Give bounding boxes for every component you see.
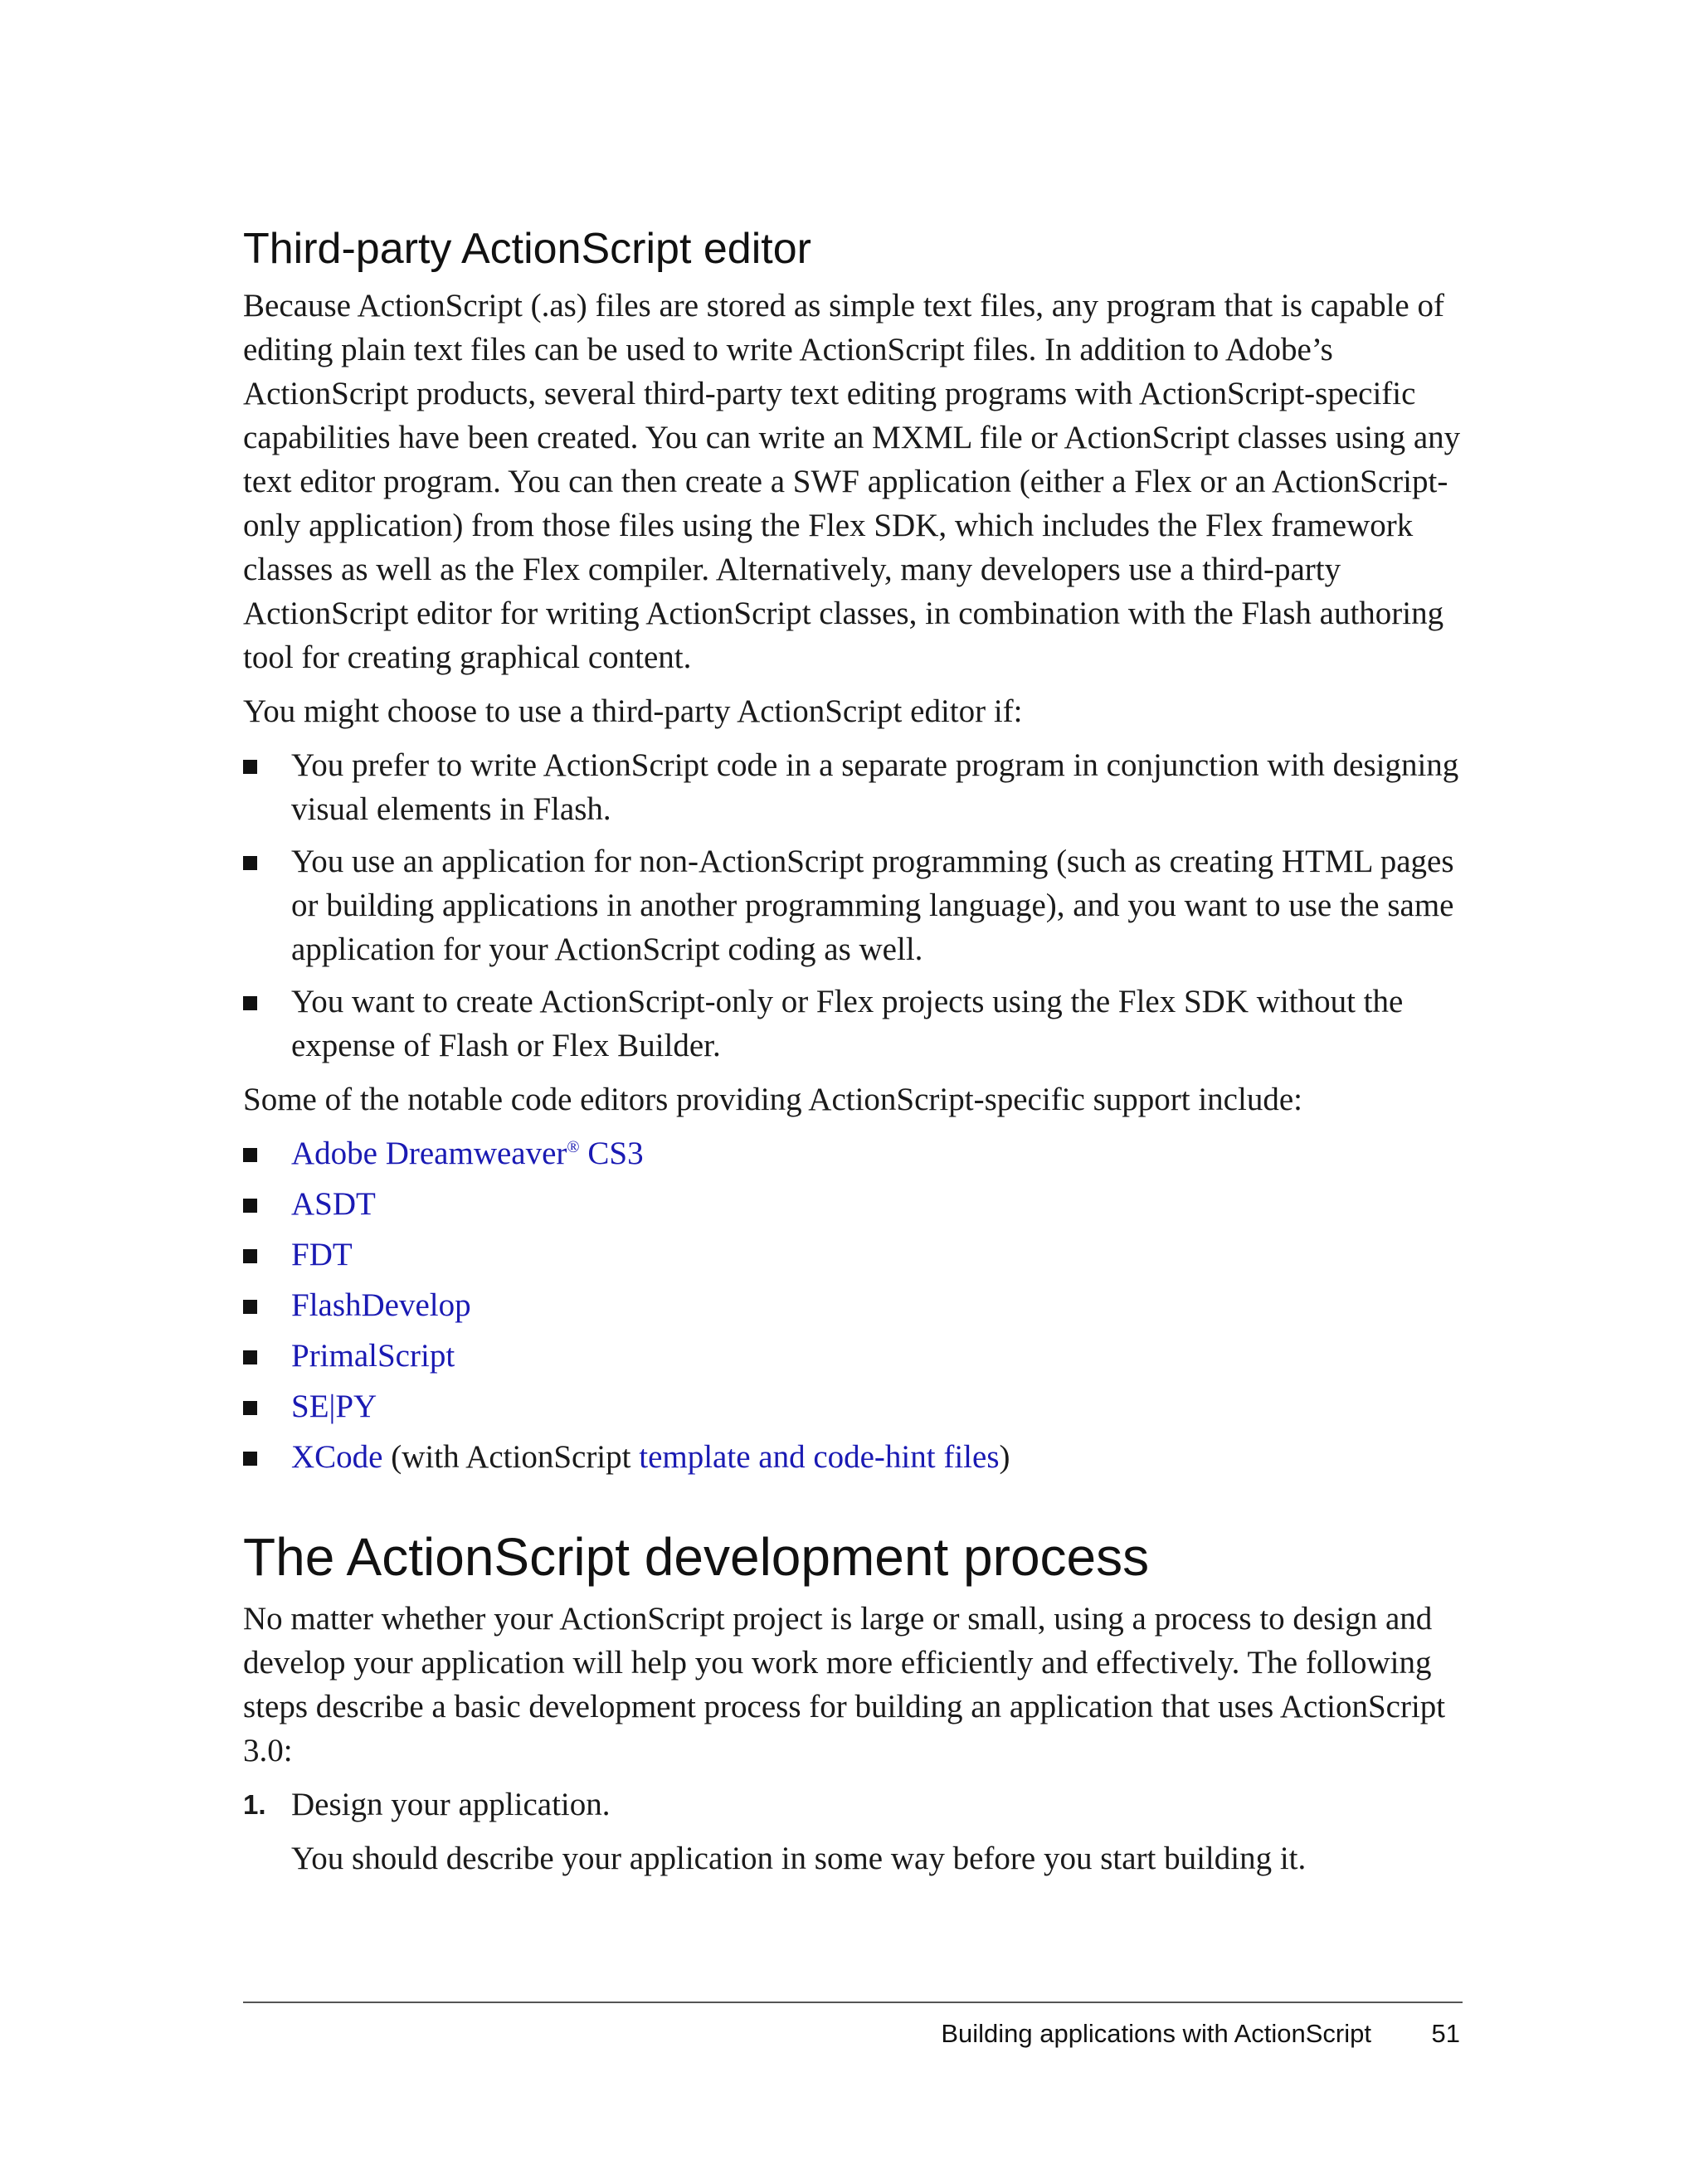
dreamweaver-link-label: Adobe Dreamweaver: [291, 1136, 567, 1171]
reason-text: You want to create ActionScript-only or Flex projects using the Flex SDK without the expense of Flash or Flex Builder.: [291, 984, 1404, 1063]
list-item: [243, 1182, 1463, 1226]
list-item: [243, 1384, 1463, 1428]
list-item: [243, 743, 1463, 831]
list-item: [243, 1435, 1463, 1479]
xcode-note-close: ): [999, 1439, 1010, 1475]
square-bullet-icon: [243, 1199, 257, 1213]
list-item: [243, 1283, 1463, 1327]
reasons-list: [243, 743, 1463, 1068]
fdt-link[interactable]: FDT: [291, 1237, 353, 1272]
reason-text: You prefer to write ActionScript code in a separate program in conjunction with designing visual elements in Flash.: [291, 747, 1459, 827]
square-bullet-icon: [243, 1249, 257, 1263]
page-number: 51: [1431, 2019, 1460, 2048]
list-item: [243, 1131, 1463, 1175]
dreamweaver-version: CS3: [579, 1136, 644, 1171]
footer-divider: [243, 2002, 1463, 2003]
steps-list: [243, 1783, 1463, 1826]
list-item: [243, 980, 1463, 1068]
asdt-link[interactable]: ASDT: [291, 1186, 376, 1222]
square-bullet-icon: [243, 1148, 257, 1162]
template-code-hint-link[interactable]: template and code-hint files: [639, 1439, 1000, 1475]
xcode-link[interactable]: XCode: [291, 1439, 383, 1475]
step-detail-paragraph: You should describe your application in some way before you start building it.: [291, 1841, 1307, 1876]
square-bullet-icon: [243, 1452, 257, 1466]
list-item: [243, 1783, 1463, 1826]
xcode-note-text: (with ActionScript: [382, 1439, 640, 1475]
square-bullet-icon: [243, 1401, 257, 1415]
editors-list: [243, 1131, 1463, 1479]
square-bullet-icon: [243, 760, 257, 774]
footer-title: Building applications with ActionScript: [941, 2019, 1371, 2048]
list-item: [243, 1233, 1463, 1277]
page-content: [243, 224, 1463, 1890]
square-bullet-icon: [243, 1300, 257, 1314]
dreamweaver-link[interactable]: [291, 1136, 644, 1171]
choose-editor-paragraph: You might choose to use a third-party ActionScript editor if:: [243, 693, 1023, 729]
registered-mark: ®: [567, 1138, 580, 1156]
section-heading-development-process: The ActionScript development process: [243, 1527, 1150, 1587]
square-bullet-icon: [243, 996, 257, 1010]
flashdevelop-link[interactable]: FlashDevelop: [291, 1287, 471, 1323]
step-text: Design your application.: [291, 1787, 611, 1822]
process-intro-paragraph: No matter whether your ActionScript project is large or small, using a process to design and develop your application will help you work more efficiently and effectively. The following steps describe a basic development process for building an application that uses ActionScript 3.0:: [243, 1601, 1446, 1768]
editors-intro-paragraph: Some of the notable code editors providing ActionScript-specific support include:: [243, 1082, 1302, 1117]
intro-paragraph: Because ActionScript (.as) files are stored as simple text files, any program that is capable of editing plain text files can be used to write ActionScript files. In addition to Adobe’s ActionScript products, several third-party text editing programs with ActionScript-specific capabilities have been created. You can write an MXML file or ActionScript classes using any text editor program. You can then create a SWF application (either a Flex or an ActionScript-only application) from those files using the Flex SDK, which includes the Flex framework classes as well as the Flex compiler. Alternatively, many developers use a third-party ActionScript editor for writing ActionScript classes, in combination with the Flash authoring tool for creating graphical content.: [243, 288, 1461, 675]
square-bullet-icon: [243, 1350, 257, 1364]
reason-text: You use an application for non-ActionScript programming (such as creating HTML pages or building applications in another programming language), and you want to use the same application for your ActionScript coding as well.: [291, 844, 1454, 967]
step-number: 1.: [243, 1789, 266, 1820]
section-heading-third-party-editor: Third-party ActionScript editor: [243, 225, 811, 273]
square-bullet-icon: [243, 856, 257, 870]
list-item: [243, 1334, 1463, 1378]
list-item: [243, 839, 1463, 971]
primalscript-link[interactable]: PrimalScript: [291, 1338, 455, 1374]
sepy-link[interactable]: SE|PY: [291, 1389, 377, 1424]
